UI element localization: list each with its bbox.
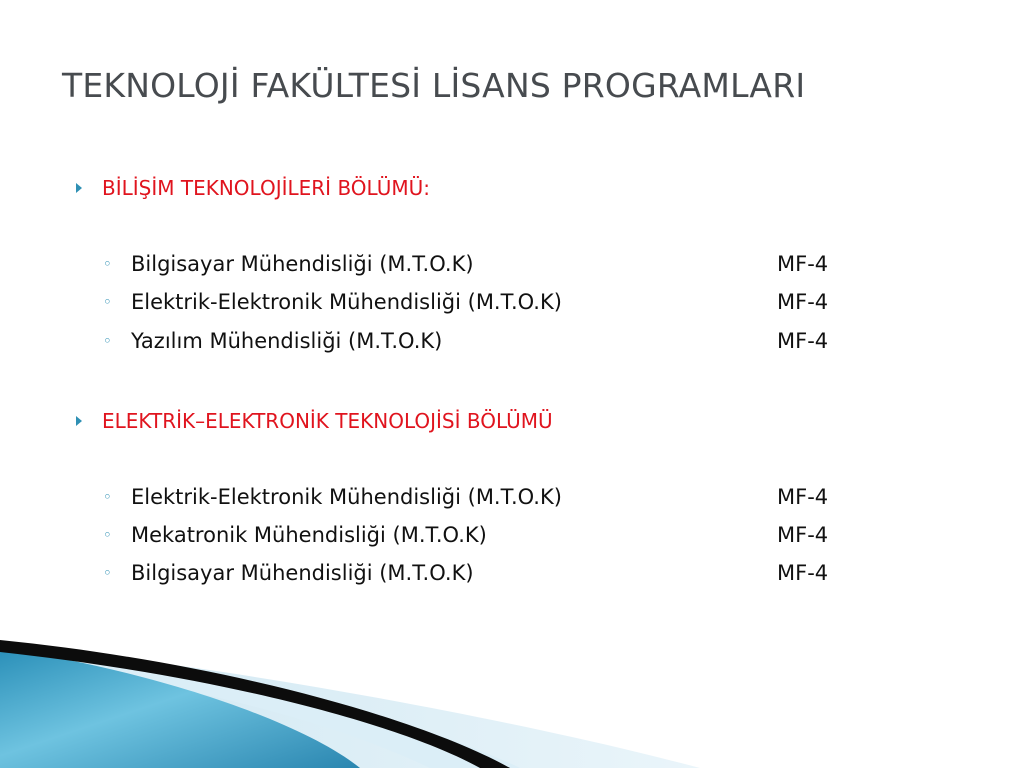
- circle-bullet-icon: ◦: [103, 488, 112, 506]
- program-name: Mekatronik Mühendisliği (M.T.O.K): [131, 523, 487, 547]
- program-name: Yazılım Mühendisliği (M.T.O.K): [131, 329, 443, 353]
- circle-bullet-icon: ◦: [103, 332, 112, 350]
- program-code: MF-4: [777, 252, 829, 276]
- program-name: Bilgisayar Mühendisliği (M.T.O.K): [131, 561, 474, 585]
- circle-bullet-icon: ◦: [103, 293, 112, 311]
- program-name: Elektrik-Elektronik Mühendisliği (M.T.O.K): [131, 290, 562, 314]
- program-code: MF-4: [777, 329, 829, 353]
- slide-title: TEKNOLOJİ FAKÜLTESİ LİSANS PROGRAMLARI: [62, 66, 806, 105]
- program-name: Bilgisayar Mühendisliği (M.T.O.K): [131, 252, 474, 276]
- program-code: MF-4: [777, 561, 829, 585]
- circle-bullet-icon: ◦: [103, 564, 112, 582]
- circle-bullet-icon: ◦: [103, 526, 112, 544]
- circle-bullet-icon: ◦: [103, 255, 112, 273]
- section-heading-bilisim: [76, 173, 430, 203]
- program-item: [103, 326, 828, 356]
- program-item: [103, 249, 828, 279]
- section-title: BİLİŞİM TEKNOLOJİLERİ BÖLÜMÜ:: [102, 176, 430, 200]
- section-title: ELEKTRİK–ELEKTRONİK TEKNOLOJİSİ BÖLÜMÜ: [102, 409, 553, 433]
- program-code: MF-4: [777, 485, 829, 509]
- triangle-bullet-icon: [76, 183, 82, 193]
- triangle-bullet-icon: [76, 416, 82, 426]
- program-item: [103, 520, 828, 550]
- program-item: [103, 482, 828, 512]
- program-item: [103, 287, 828, 317]
- section-heading-elektrik: [76, 406, 553, 436]
- program-item: [103, 558, 828, 588]
- decorative-swoosh: [0, 600, 1024, 768]
- program-code: MF-4: [777, 290, 829, 314]
- program-name: Elektrik-Elektronik Mühendisliği (M.T.O.K): [131, 485, 562, 509]
- program-code: MF-4: [777, 523, 829, 547]
